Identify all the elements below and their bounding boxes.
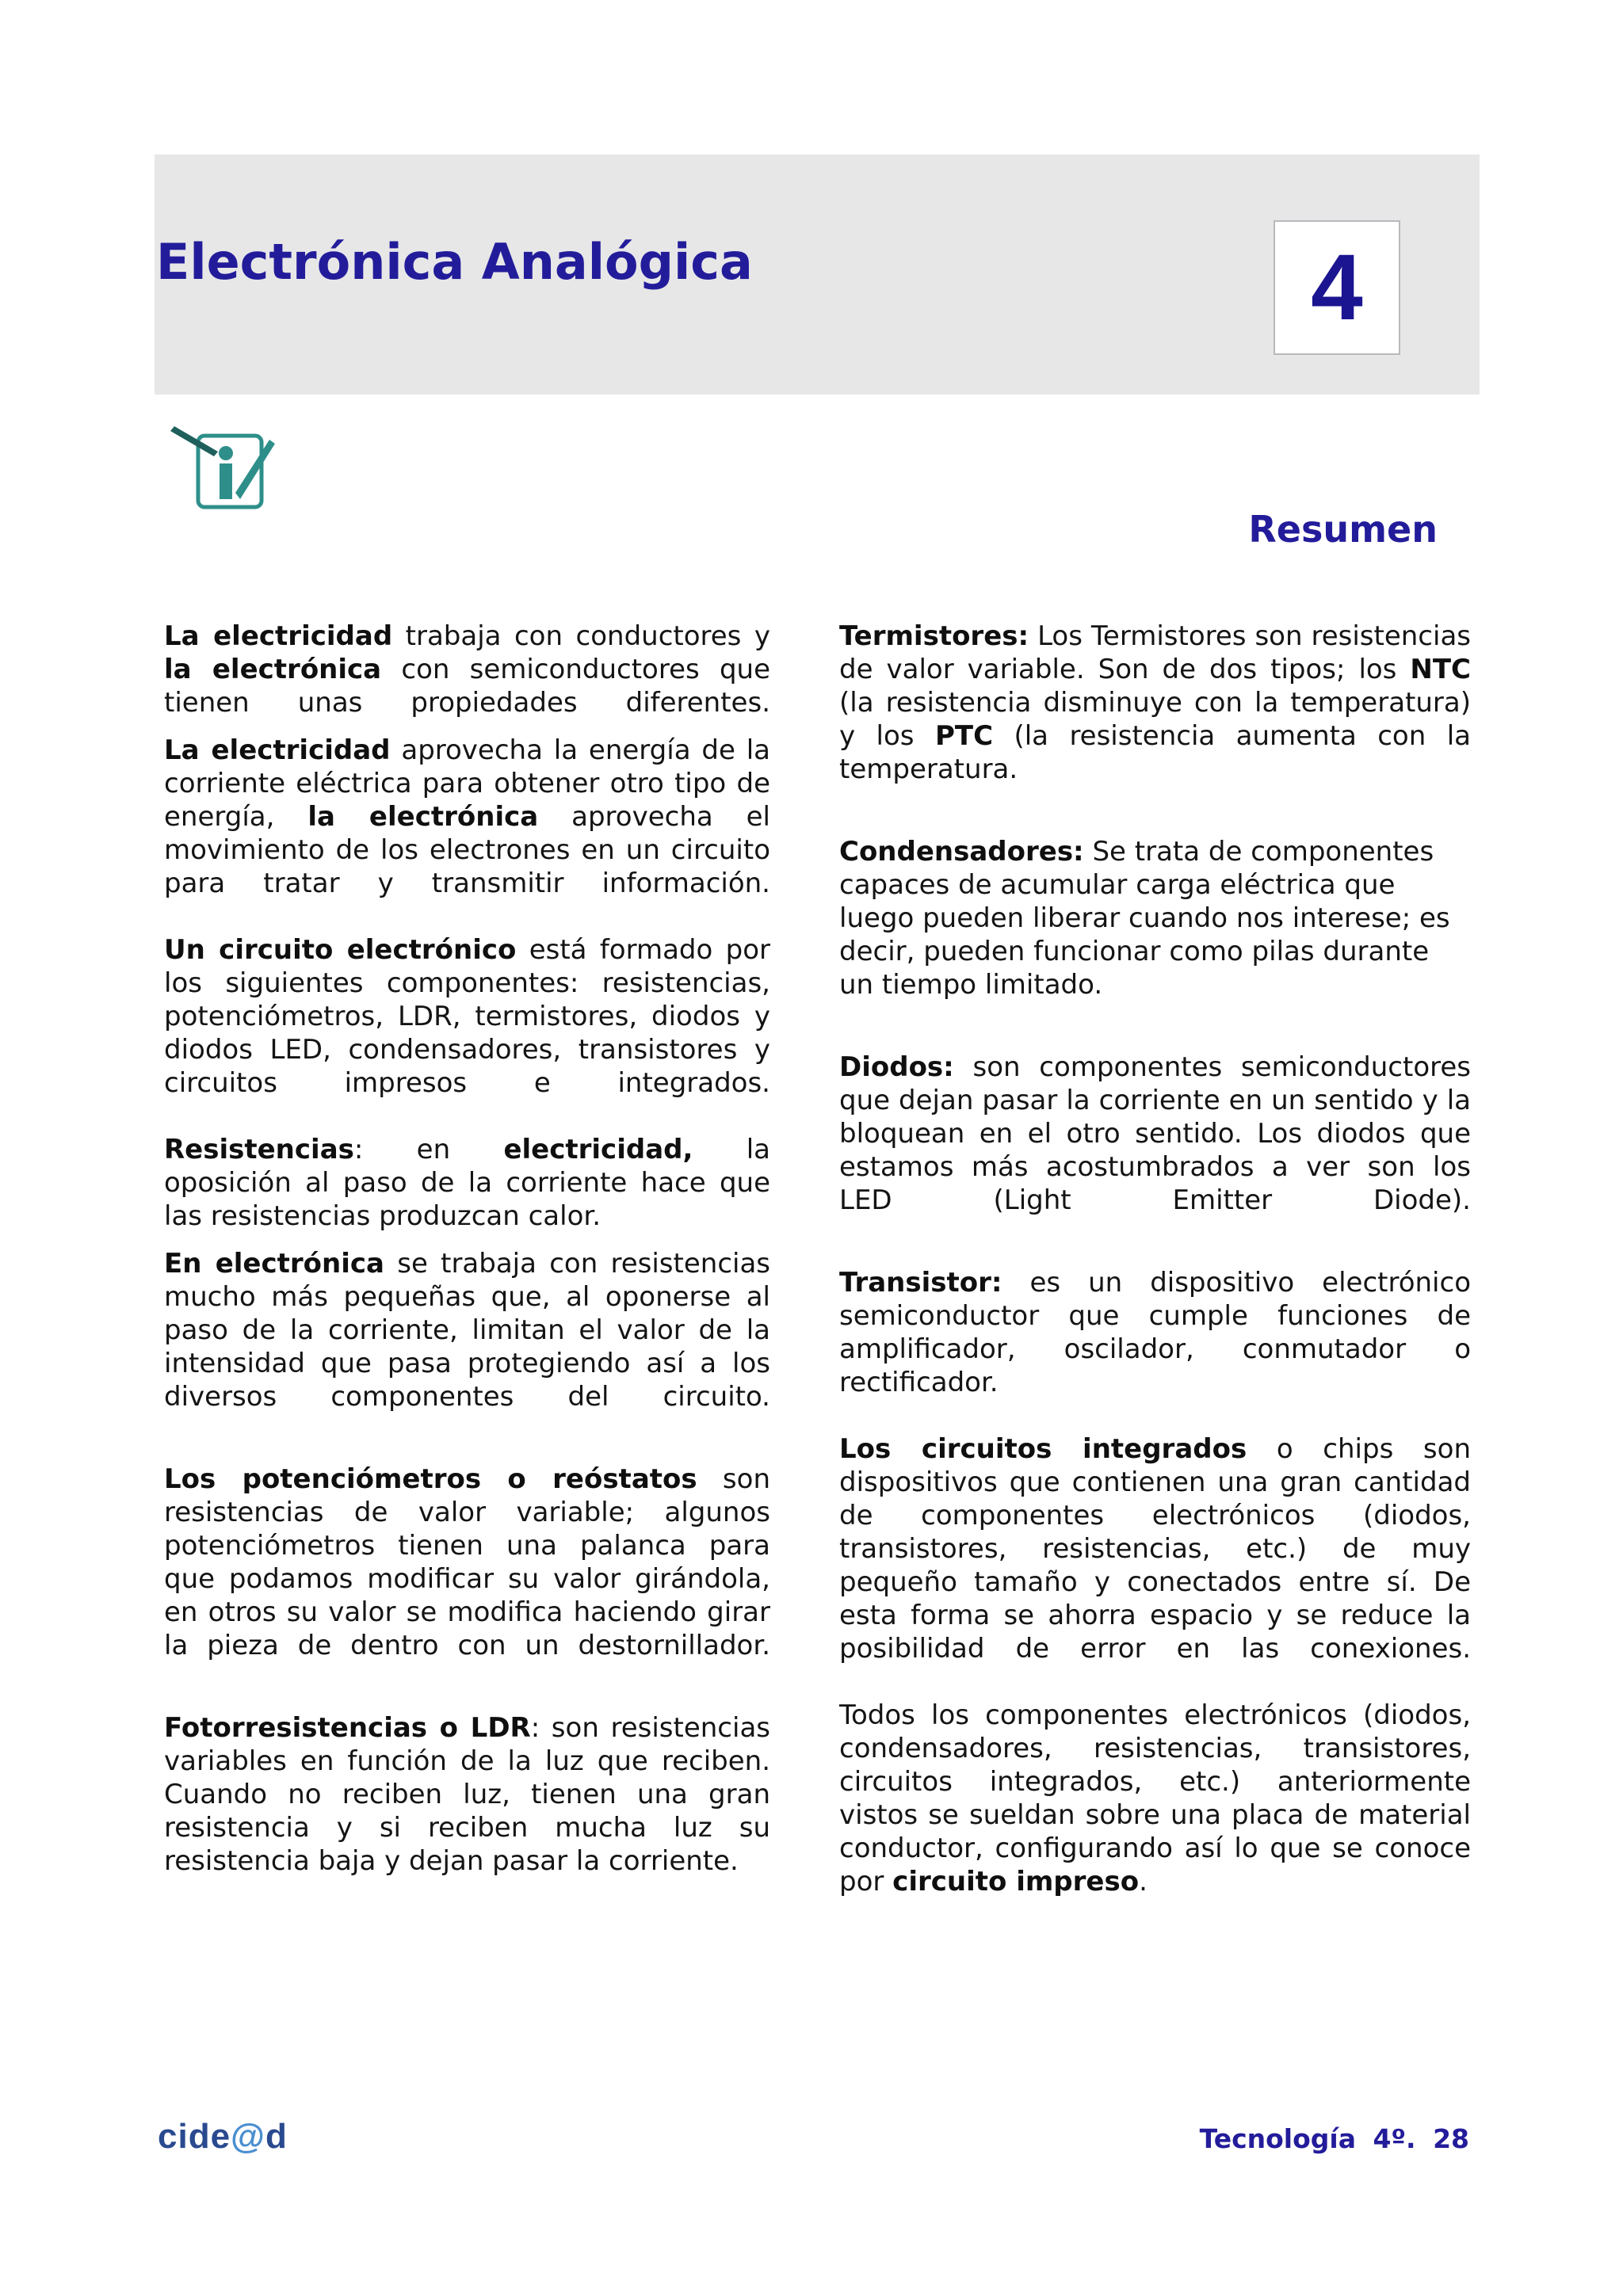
logo-text: d bbox=[265, 2117, 288, 2156]
paragraph bbox=[164, 1463, 770, 1662]
paragraph bbox=[839, 1266, 1471, 1399]
paragraph bbox=[839, 835, 1471, 1001]
text: Los Termistores son resistencias de valor variable. Son de dos tipos; los bbox=[839, 620, 1471, 685]
bold-term: la electrónica bbox=[307, 801, 539, 833]
text: trabaja con conductores y bbox=[392, 620, 770, 652]
bold-term: En electrónica bbox=[164, 1248, 384, 1280]
text: con semiconductores que tienen unas propiedades diferentes. bbox=[164, 654, 771, 719]
bold-term: La electricidad bbox=[164, 620, 393, 652]
paragraph bbox=[839, 1432, 1471, 1665]
bold-term: NTC bbox=[1410, 654, 1471, 685]
bold-term: Termistores: bbox=[839, 620, 1029, 652]
paragraph bbox=[164, 1711, 770, 1878]
text: (la resistencia aumenta con la temperatura. bbox=[839, 720, 1471, 785]
bold-term: Un circuito electrónico bbox=[164, 934, 517, 966]
page-title: Electrónica Analógica bbox=[156, 233, 753, 291]
paragraph bbox=[839, 620, 1471, 786]
paragraph bbox=[839, 1051, 1471, 1217]
bold-term: Fotorresistencias o LDR bbox=[164, 1712, 531, 1744]
info-checkmark-icon bbox=[170, 420, 281, 515]
bold-term: Condensadores: bbox=[839, 836, 1084, 868]
bold-term: PTC bbox=[934, 720, 994, 752]
text: son resistencias de valor variable; algunos potenciómetros tienen una palanca para que podamos modificar su valor girándola, en otros su valor se modifica haciendo girar la pieza de dentro con un destornillador. bbox=[164, 1463, 770, 1661]
paragraph bbox=[164, 1133, 770, 1233]
right-column bbox=[839, 620, 1471, 1898]
bold-term: La electricidad bbox=[164, 734, 391, 766]
footer-page-label: Tecnología 4º. 28 bbox=[1199, 2123, 1469, 2154]
text: está formado por los siguientes componentes: resistencias, potenciómetros, LDR, termistores, diodos y diodos LED, condensadores, transistores y circuitos impresos e integrados. bbox=[164, 934, 770, 1099]
bold-term: electricidad, bbox=[503, 1134, 693, 1165]
text: (la resistencia disminuye con la temperatura) y los bbox=[839, 687, 1471, 752]
paragraph bbox=[164, 620, 770, 719]
bold-term: Diodos: bbox=[839, 1051, 954, 1083]
bold-term: la electrónica bbox=[164, 654, 382, 685]
text: son componentes semiconductores que dejan pasar la corriente en un sentido y la bloquean en el otro sentido. Los diodos que estamos más acostumbrados a ver son los LED (Light Emitter Diode). bbox=[839, 1051, 1471, 1216]
text: Todos los componentes electrónicos (diodos, condensadores, resistencias, transistores, circuitos integrados, etc.) anteriormente vistos se sueldan sobre una placa de material conductor, configurando así lo que se conoce por bbox=[839, 1699, 1471, 1897]
bold-term: Los circuitos integrados bbox=[839, 1433, 1247, 1465]
bold-term: Los potenciómetros o reóstatos bbox=[164, 1463, 697, 1495]
text: . bbox=[1139, 1866, 1148, 1897]
text: : en bbox=[353, 1134, 504, 1165]
logo-at-sign: @ bbox=[231, 2117, 265, 2156]
bold-term: Resistencias bbox=[164, 1134, 354, 1165]
paragraph bbox=[839, 1699, 1471, 1898]
paragraph bbox=[164, 1247, 770, 1413]
bold-term: circuito impreso bbox=[892, 1866, 1140, 1897]
text: se trabaja con resistencias mucho más pequeñas que, al oponerse al paso de la corriente, limitan el valor de la intensidad que pasa protegiendo así a los diversos componentes del circuito. bbox=[164, 1248, 771, 1413]
logo-text: cide bbox=[158, 2117, 231, 2156]
text: la oposición al paso de la corriente hace que las resistencias produzcan calor. bbox=[164, 1134, 771, 1232]
paragraph bbox=[164, 734, 770, 900]
paragraph bbox=[164, 933, 770, 1100]
text: es un dispositivo electrónico semiconductor que cumple funciones de amplificador, oscilador, conmutador o rectificador. bbox=[839, 1267, 1471, 1398]
left-column bbox=[164, 620, 770, 1878]
text: aprovecha el movimiento de los electrones en un circuito para tratar y transmitir información. bbox=[164, 801, 770, 899]
text: o chips son dispositivos que contienen una gran cantidad de componentes electrónicos (diodos, transistores, resistencias, etc.) de muy pequeño tamaño y conectados entre sí. De esta forma se ahorra espacio y se reduce la posibilidad de error en las conexiones. bbox=[839, 1433, 1471, 1665]
section-heading: Resumen bbox=[1248, 508, 1438, 551]
text: aprovecha la energía de la corriente eléctrica para obtener otro tipo de energía, bbox=[164, 734, 770, 833]
unit-number: 4 bbox=[1311, 235, 1363, 340]
unit-number-box bbox=[1274, 220, 1400, 355]
cidead-logo bbox=[158, 2117, 288, 2157]
bold-term: Transistor: bbox=[839, 1267, 1002, 1299]
text: Se trata de componentes capaces de acumular carga eléctrica que luego pueden liberar cuando nos interese; es decir, pueden funcionar como pilas durante un tiempo limitado. bbox=[839, 836, 1450, 1001]
text: : son resistencias variables en función de la luz que reciben. Cuando no reciben luz, tienen una gran resistencia y si reciben mucha luz su resistencia baja y dejan pasar la corriente. bbox=[164, 1712, 770, 1877]
